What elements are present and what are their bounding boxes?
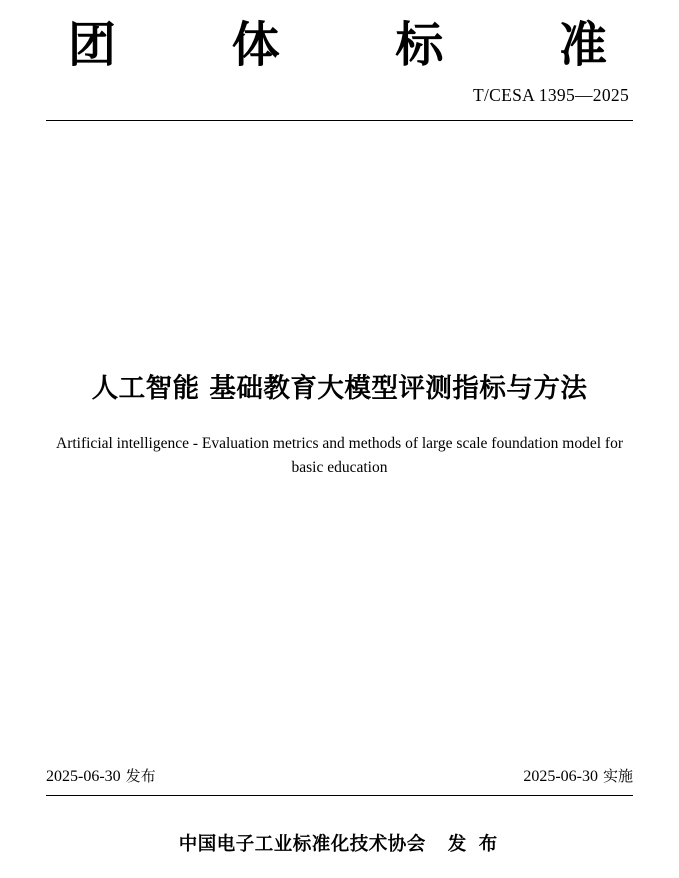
document-title-chinese: 人工智能 基础教育大模型评测指标与方法 [91,373,588,404]
issue-date-group [46,765,156,786]
implement-label: 实施 [602,767,633,785]
publisher-suffix: 发 布 [447,834,501,855]
title-block [46,372,633,480]
issue-label: 发布 [125,767,156,785]
footer-divider [46,795,633,796]
issue-date: 2025-06-30 [46,768,121,785]
standard-banner [46,0,633,73]
banner-char-2: 体 [231,17,280,73]
publisher-line [0,830,679,856]
banner-char-1: 团 [68,17,117,73]
implement-date: 2025-06-30 [523,768,598,785]
implement-date-group [523,765,633,786]
header-divider [46,120,633,121]
standard-number: T/CESA 1395—2025 [473,85,629,106]
banner-char-4: 准 [558,17,607,73]
banner-char-3: 标 [395,17,444,73]
dates-row [46,765,633,786]
document-title-english: Artificial intelligence - Evaluation metrics and methods of large scale foundation model for basic education [56,435,623,477]
publisher-name: 中国电子工业标准化技术协会 [178,834,426,855]
